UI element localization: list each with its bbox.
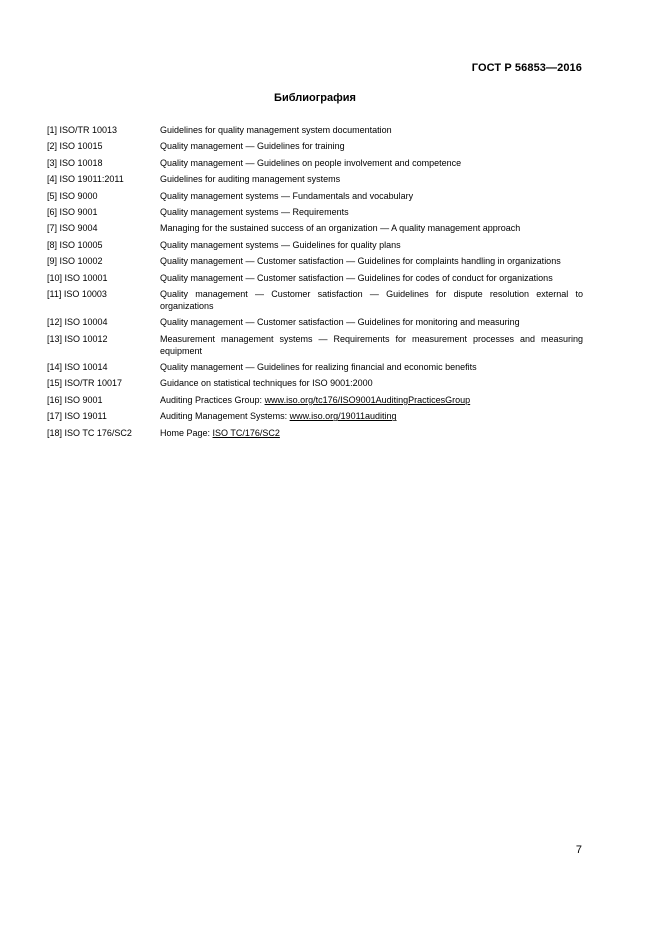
bibliography-list bbox=[47, 124, 583, 443]
bibliography-entry-15 bbox=[47, 377, 583, 389]
entry-description-prefix: Auditing Management Systems: bbox=[160, 411, 290, 422]
bibliography-entry-16 bbox=[47, 394, 583, 406]
entry-reference: [17] ISO 19011 bbox=[47, 411, 107, 422]
entry-description: Quality management — Guidelines on people involvement and competence bbox=[160, 157, 462, 168]
entry-reference: [15] ISO/TR 10017 bbox=[47, 378, 123, 389]
entry-description: Quality management systems — Fundamentals and vocabulary bbox=[160, 190, 414, 201]
entry-description: Measurement management systems — Requirements for measurement processes and measuring equipment bbox=[160, 333, 583, 356]
entry-description: Quality management — Customer satisfaction — Guidelines for monitoring and measuring bbox=[160, 317, 520, 328]
entry-reference: [16] ISO 9001 bbox=[47, 394, 103, 405]
page-title: Библиография bbox=[274, 92, 356, 104]
entry-description: Quality management — Guidelines for training bbox=[160, 141, 345, 152]
entry-reference: [10] ISO 10001 bbox=[47, 272, 108, 283]
bibliography-entry-3 bbox=[47, 157, 583, 169]
entry-description: Quality management systems — Guidelines for quality plans bbox=[160, 239, 401, 250]
entry-description: Guidance on statistical techniques for ISO 9001:2000 bbox=[160, 378, 373, 389]
bibliography-entry-17 bbox=[47, 410, 583, 422]
entry-description bbox=[160, 410, 583, 422]
entry-link[interactable]: www.iso.org/tc176/ISO9001AuditingPracticesGroup bbox=[264, 394, 471, 405]
entry-reference: [3] ISO 10018 bbox=[47, 157, 103, 168]
bibliography-entry-1 bbox=[47, 124, 583, 136]
entry-description: Quality management — Customer satisfaction — Guidelines for codes of conduct for organizations bbox=[160, 272, 553, 283]
entry-description: Quality management — Customer satisfaction — Guidelines for complaints handling in organizations bbox=[160, 256, 561, 267]
document-code: ГОСТ Р 56853—2016 bbox=[471, 62, 582, 74]
bibliography-entry-11 bbox=[47, 288, 583, 312]
entry-description: Guidelines for quality management system documentation bbox=[160, 125, 392, 135]
bibliography-entry-14 bbox=[47, 361, 583, 373]
entry-description-prefix: Auditing Practices Group: bbox=[160, 394, 265, 405]
entry-reference: [7] ISO 9004 bbox=[47, 223, 98, 234]
entry-description: Managing for the sustained success of an organization — A quality management approach bbox=[160, 223, 521, 234]
entry-reference: [6] ISO 9001 bbox=[47, 206, 98, 217]
entry-reference: [11] ISO 10003 bbox=[47, 288, 107, 299]
entry-link[interactable]: www.iso.org/19011auditing bbox=[289, 411, 397, 422]
entry-reference: [14] ISO 10014 bbox=[47, 362, 108, 373]
entry-description: Quality management — Customer satisfaction — Guidelines for dispute resolution external to organizations bbox=[160, 288, 583, 311]
bibliography-entry-12 bbox=[47, 316, 583, 328]
entry-reference: [5] ISO 9000 bbox=[47, 190, 98, 201]
entry-description-prefix: Home Page: bbox=[160, 427, 213, 438]
bibliography-entry-18 bbox=[47, 427, 583, 439]
entry-reference: [2] ISO 10015 bbox=[47, 141, 103, 152]
entry-reference: [1] ISO/TR 10013 bbox=[47, 125, 118, 135]
entry-description: Quality management systems — Requirements bbox=[160, 206, 349, 217]
bibliography-entry-2 bbox=[47, 140, 583, 152]
entry-description bbox=[160, 427, 583, 439]
bibliography-entry-13 bbox=[47, 333, 583, 357]
entry-reference: [9] ISO 10002 bbox=[47, 256, 103, 267]
entry-description: Quality management — Guidelines for realizing financial and economic benefits bbox=[160, 362, 477, 373]
entry-link[interactable]: ISO TC/176/SC2 bbox=[212, 427, 280, 438]
entry-reference: [8] ISO 10005 bbox=[47, 239, 103, 250]
entry-description: Guidelines for auditing management systems bbox=[160, 174, 341, 185]
bibliography-entry-4 bbox=[47, 173, 583, 185]
bibliography-entry-6 bbox=[47, 206, 583, 218]
bibliography-entry-9 bbox=[47, 255, 583, 267]
bibliography-entry-7 bbox=[47, 222, 583, 234]
bibliography-entry-5 bbox=[47, 190, 583, 202]
entry-reference: [13] ISO 10012 bbox=[47, 333, 108, 344]
bibliography-entry-10 bbox=[47, 272, 583, 284]
entry-reference: [4] ISO 19011:2011 bbox=[47, 174, 124, 185]
entry-reference: [12] ISO 10004 bbox=[47, 317, 108, 328]
bibliography-entry-8 bbox=[47, 239, 583, 251]
page-number: 7 bbox=[575, 844, 582, 856]
entry-reference: [18] ISO TC 176/SC2 bbox=[47, 427, 132, 438]
entry-description bbox=[160, 394, 583, 406]
